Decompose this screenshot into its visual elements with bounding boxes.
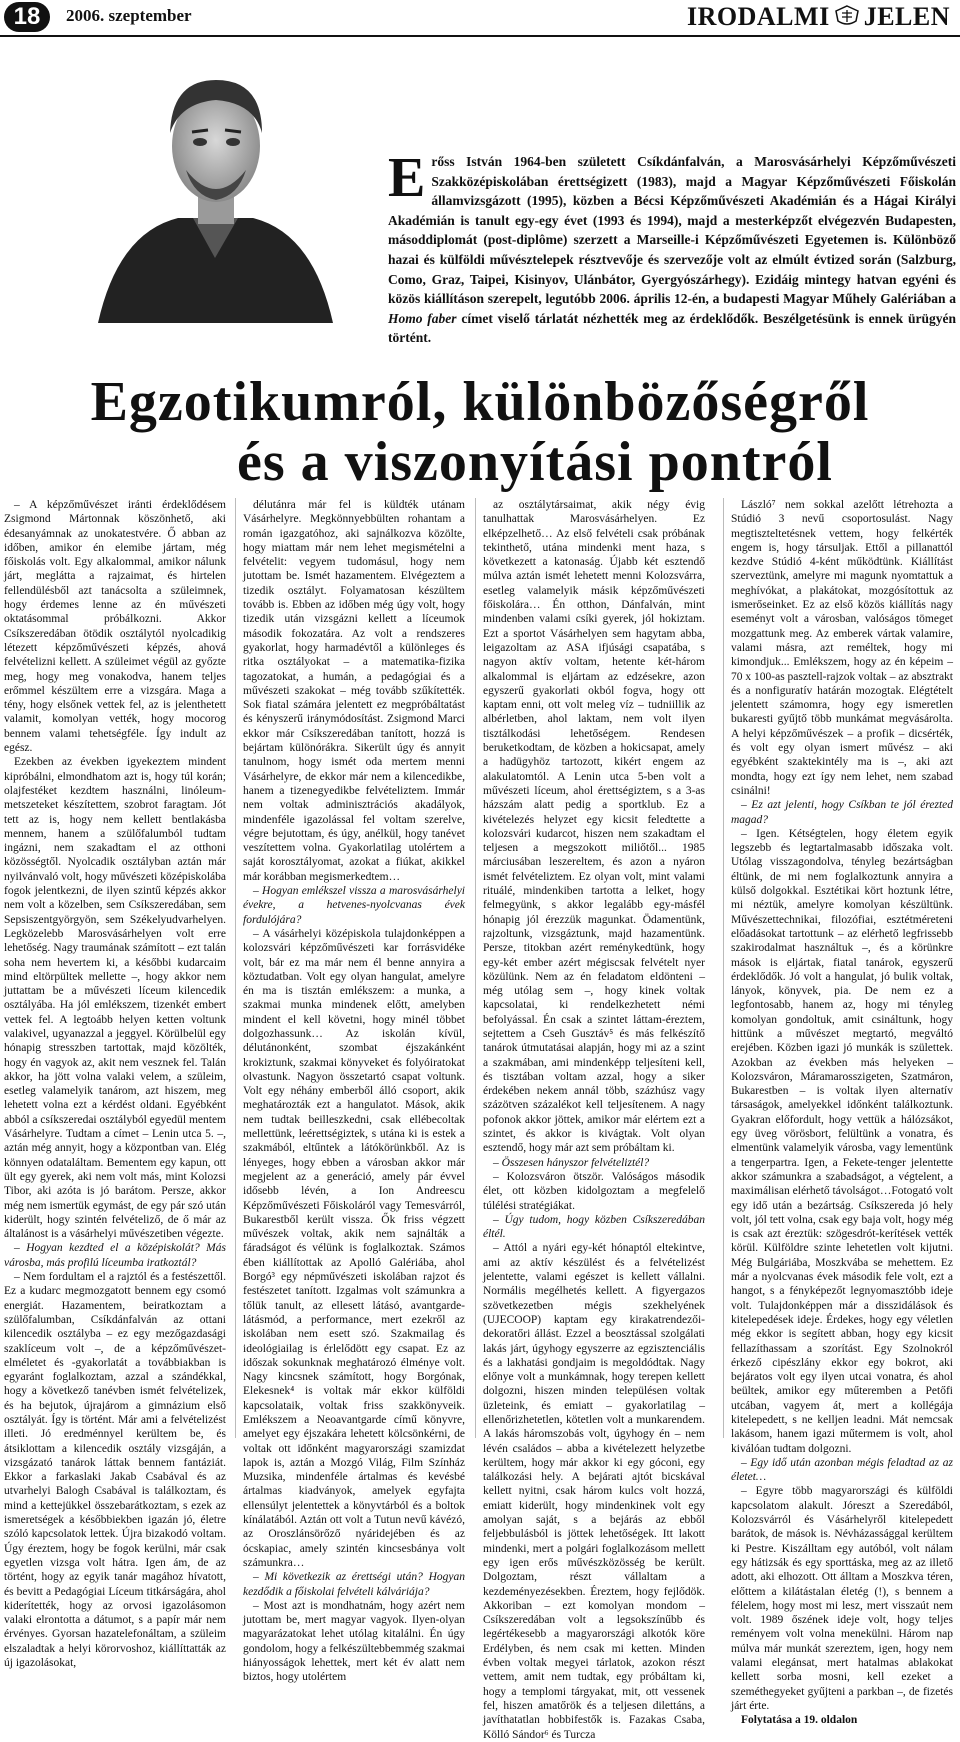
interview-question: – Hogyan kezdted el a középiskolát? Más városba, más profilú líceumba iratkoztál?	[4, 1242, 226, 1269]
intro-lead-paragraph	[388, 147, 957, 348]
paragraph: – Igen. Kétségtelen, hogy életem egyik legszebb és legtartalmasabb időszaka volt. Utólag visszagondolva, tényleg bezártságban éltünk, de mi nem foglalkoztunk annyira a külső dolgokkal. Esztétikai kört hoztunk létre, mi néztük, amelyre komolyan készültünk. Művészettechnikai, filozófiai, esztétméreteni előadásokat tartottunk – az elérhető legfrissebb szakirodalmat használtuk –, és a körünkre mások is eljártak, fiatal tanárok, egyszerű érdeklődők. Jó volt a hangulat, jó bulik voltak, lányok, könyvek, pia. De nem ez a legfontosabb, hanem az, hogy mi tényleg komolyan gondoltuk, amit csináltunk, hogy hittünk a művészet megtartó, megváltó erejében. Közben igazi jó munkák is születtek. Azokban az években más helyeken – Kolozsváron, Máramarosszigeten, Szatmáron, Bukarestben – is voltak ilyen alternatív társaságok, amelyekkel időnként találkoztunk. Gyakran előfordult, hogy vettük a hálózsákot, egy üveg vörösbort, felültünk a vonatra, és elmentünk valamelyik városba, vagy lementünk a tengerpartra. Igen, a Fekete-tenger jelentette akkor számunkra a szabadságot, a végtelent, a maximálisan elérhető távolságot…Fotogató volt egy idő után a bezártság. Csíkszereda jó hely volt, jól tett volna, csak egy baja volt, hogy még is csak azt éreztük: szögesdrót-kerítések vették körül. Külföldre szinte lehetetlen volt kijutni. Még Bulgáriába, Moszkvába se mehettem. Ez már a nyolcvanas évek második fele volt, ezt a hangot, s a fényképezőt legnyomasztóbb ideje volt. Tulajdonképpen már a disszidálások és kitelepedések ideje. Érdekes, hogy egy véletlen még ekkor is segített abban, hogy egy kicsit fellazíthassam a szorítást. Egy Szolnokról érkező cipészlány ekkor egy bokrot, aki bejáratos volt egy ilyen utcai vonatra, és ahol beültek, amikor egy műteremben a Petőfi utcában, vagyem át, mert a kollégája kitelepedett, s ne kelljen leadni. Mát nemcsak lakásom, hanem igazi műtermem is volt, ahol kiválóan tudtam dolgozni.	[731, 827, 953, 1455]
interview-question: – Hogyan emlékszel vissza a marosvásárhelyi évekre, a hetvenes-nyolcvanas évek fordulójára?	[243, 885, 465, 926]
interview-question: – Mi következik az érettségi után? Hogyan kezdődik a főiskolai felvételi kálváriája?	[243, 1571, 465, 1598]
text-column-2	[243, 498, 465, 1684]
crest-icon	[834, 5, 860, 27]
continuation-note: Folytatása a 19. oldalon	[741, 1714, 858, 1727]
text-column-3	[483, 498, 705, 1741]
paragraph: – Kolozsváron ötször. Valóságos második élet, ott közben kidolgoztam a megfelelő túlélési stratégiákat.	[483, 1170, 705, 1212]
paragraph: – Egyre több magyarországi és külföldi kapcsolatom alakult. Jóreszt a Szeredából, Kolozsvárról és Vásárhelyről kitelepedett barátok, de mások is. Névházassággal kerültem ki Pestre. Kiszálltam egy autóból, volt nálam egy hátizsák és egy sporttáska, meg az az illető adott, aki elhozott. Ott álltam a Moszkva téren, előttem a kilátástalan életég (!), s bennem a félelem, hogy most mi lesz, mert visszaút nem volt. 1989 őszének ideje volt, hogy teljes reményem volt volna menekülni. Három nap múlva már munkát szereztem, igen, hogy nem valami elegánsat, mert hatalmas ablakokat kellett sorba mosni, kell ezeket a szeméthegyeket gyűjteni a parkban –, de fizetés járt érte.	[731, 1485, 953, 1712]
intro-text-2: címet viselő tárlatát nézhették meg az érdeklődők. Beszélgetésünk is ennek ürügyén történt.	[388, 310, 957, 346]
page-header	[0, 0, 960, 36]
column-divider	[723, 498, 724, 1438]
column-divider	[475, 498, 476, 1438]
article-title	[0, 372, 960, 492]
masthead-logo	[687, 2, 950, 32]
paragraph: – Nem fordultam el a rajztól és a festészettől. Ez a kudarc megmozgatott bennem egy csomó energiát. Hazamentem, beiratkoztam a szülőfalumban, Csíkdánfalván az ottani kilencedik osztályba – ez egy mezőgazdasági szaklíceum volt –, de a képzőművészet-elméletet és -gyakorlatát a továbbiakban is egyaránt foglalkoztam, azzal a szándékkal, hogy a következő tanévben ismét felvételizek, és ha bejutok, újrajárom a gimnázium első osztályát. Így is történt. Már ami a felvételizést illeti. Jó eredménnyel kerültem be, és átsiklottam a kilencedik osztály vizsgáján, a vizsgázató tanárok láttak bennem fantáziát. Ekkor a farkaslaki Jakab Csabával és az utvarhelyi Balogh Csabával is találkoztam, és mind a kettejükkel összebarátkoztam, s ezek az ismeretségek a későbbiekben igazán jó, életre szóló kapcsolatok lettek. Újra bizakodó voltam. Úgy éreztem, hogy be fogok kerülni, már csak egyetlen vizsga volt hátra. Igen ám, de az történt, hogy az egyik tanár magához hívatott, és bevitt a Pedagógiai Líceum titkárságára, ahol kiderítették, hogy az orvosi igazolásomon valaki elrontotta a dátumot, s a papír már nem érvényes. Gyorsan hazatelefonáltam, a szüleim elszaladtak a helyi körorvoshoz, kiállíttatták az új igazolásokat,	[4, 1271, 226, 1670]
intro-exhibition-title: Homo faber	[388, 310, 457, 326]
paragraph: – A vásárhelyi középiskola tulajdonképpen a kolozsvári képzőművészeti kar forrásvidéke volt, bár ez ma már nem él benne annyira a köztudatban. Volt egy olyan hangulat, amelyre én ma is tisztán emlékszem: a munka, a szakmai munka mindenek előtt, amelyben mindent el kell követni, hogy minél többet dolgozhassunk… Az iskolán kívül, délutánonként, szombat éjszakánként krokiztunk, szakmai könyveket és folyóiratokat olvastunk. Nagyon összetartó csapat voltunk. Volt egy néhány emberből álló csoport, akik meghatározták ezt a hangulatot. Mások, akik nem tudtak beilleszkedni, csak ellébecoltak mellettünk, leérettségiztek, s utána ki is estek a szakmából, eltűntek a látókörünkből. Az is lényeges, hogy ebben a városban akkor már megjelent az a generáció, amely pár évvel idősebb lévén, a Ion Andreescu Képzőművészeti Főiskoláról vagy Temesvárról, Bukarestből került vissza. Ők friss végzett művészek voltak, akik nem sajnálták a fáradságot és vélünk is foglalkoztak. Számos ében kiállítottak az Apolló Galériába, ahol Borgó³ egy népművészeti iskolában rajzot és festészetet tanított. Izgalmas volt számunkra a tőlük tanult, az ellesett látásó, avantgarde-látásmód, a performance, mert ezekről az iskolában nem esett szó. Szakmailag és ideológiailag is érlelődött egy csapat. Ez az időszak sokunknak meghatározó élménye volt. Nagy kincsnek számított, hogy Borgónak, Elekesnek⁴ is voltak már ekkor külföldi kapcsolataik, voltak friss szakkönyveik. Emlékszem a Neoavantgarde című könyvre, amelyet egy éjszakára lehetett kölcsönkérni, de voltak ott időnként magyarországi szamizdat lapok is, aztán a Mozgó Világ, Film Színház Muzsika, mindenféle ártalmas és kevésbé ártalmas kiadványok, amelyek egyfajta ellensúlyt jelentettek a könyvtárból és a boltok kínálatából. Aztán ott volt a Tutun nevű kávézó, az Oroszlánsörőző nyáridejében és az ócskapiac, amely szintén kincsesbánya volt számunkra…	[243, 927, 465, 1569]
interview-question: – Úgy tudom, hogy közben Csíkszeredában éltél.	[483, 1213, 705, 1241]
page-number: 18	[13, 3, 41, 30]
paragraph: – A képzőművészet iránti érdeklődésem Zsigmond Mártonnak köszönhető, aki édesanyámnak az unokatestvére. Ő abban az időben, amikor én elemibe jártam, még főiskolás volt. Egy alkalommal, amikor nálunk járt, meglátta a rajzaimat, és hirtelen fellendülésből azt tanácsolta a szüleimnek, hogy érdemes lenne az én művészeti oktatásommal próbálkozni. Akkor Csíkszeredában ötödik osztálytól nyolcadikig létezett képzőművészeti képzés, ahová felvételizni kellett. A szüleimet végül az győzte meg, hogy meg vonakodva, hanem teljes erőmmel készültem erre a vizsgára. Maga a tény, hogy elsőnek vettek fel, az is jelenthetett valamit, komolyan vették, hogy mocorog bennem valami tehetségféle. Így indult az egész.	[4, 499, 226, 755]
text-column-1	[4, 498, 226, 1670]
paragraph: Ezekben az években igyekeztem mindent kipróbálni, elmondhatom azt is, hogy túl korán; olajfestéket kezdtem használni, linóleum-metszeteket készítettem, szobrot faragtam. Jót tett az is, hogy nem kellett bentlakásba mennem, hanem a szülőfalumból tudtam ingázni, nem szakadtam el az otthoni közösségtől. Nyolcadik osztályban aztán már nyilvánvaló volt, hogy művészeti középiskolába fogok jelentkezni, de ilyen szintű képzés akkor nem volt a közelben, sem Csíkszeredában, sem Sepsiszentgyörgyön, sem Székelyudvarhelyen. Legközelebb Marosvásárhelyen volt erre lehetőség. Nagy traumának számított – ezt talán soha nem hevertem ki, a későbbi kudarcaim mind eltörpültek mellette –, hogy akkor nem juttattam be a művészeti líceum kilencedik osztályába. Ha jól emlékszem, tizenkét embert vettek fel. A legtoább helyen ketten voltunk valakivel, ugyanazzal a jeggyel. Körülbelül egy hónapig stresszben tartottak, majd közölték, hogy én vagyok az, akit nem vesznek fel. Talán akkor, ha jött volna valaki velem, a szüleim, esetleg valamelyik tanárom, azt hiszem, meg lehetett volna ezt a kérdést oldani. Egyébként abból a csíkszeredai osztályból egyedül mentem Vásárhelyre. Tudtam a címet – Lenin utca 5. –, aztán még annyit, hogy a központban van. Elég könnyen odataláltam. Bementem egy kapun, ott ült egy gyerek, aki nem volt más, mint Kolozsi Tibor, aki azóta is jó barátom. Persze, akkor még nem ismertük egymást, de egy pár szó után kiderült, hogy szintén felvételiző, de ő már az általánost is a vásárhelyi művészetiben végezte.	[4, 756, 226, 1241]
masthead-left: IRODALMI	[687, 2, 830, 31]
paragraph: délutánra már fel is küldték utánam Vásárhelyre. Megkönnyebbülten rohantam a román igazgatóhoz, aki sajnálkozva közölte, hogy miattam már nem lehet megismételni a felvételit: vegyem tudomásul, hogy nem jutottam be. Ismét hazamentem. Elvégeztem a tizedik osztályt. Folyamatosan készültem tovább is. Ebben az időben még úgy volt, hogy tizedik után vizsgázni kellett a líceumok második fokozatára. Az volt a rendszeres gyakorlat, hogy harmadévtől a különleges és ritka osztályokat – a matematika-fizika tagozatokat, a humán, a pedagógiai és a művészeti szakokat – még tovább szűkítették. Sok fiatal számára jelentett ez megpróbáltatást és kényszerű iránymódosítást. Zsigmond Marci ekkor már Csíkszeredában tanított, hozzá is bejártam különórákra. Sikerült úgy és annyit tanulnom, hogy ismét oda mertem menni Vásárhelyre, de ekkor már nem a kilencedikbe, hanem a tizenegyedikbe felvételiztem. Immár nem voltak adminisztrációs akadályok, mindenféle igazolással fel voltam szerelve, végre bejutottam, és úgy, anélkül, hogy tanévet veszítettem volna. Gyakorlatilag utolértem a saját korosztályomat, azokat a fiúkat, akikkel már korábban megismerkedtem…	[243, 499, 465, 883]
title-line-1: Egzotikumról, különbözőségről	[90, 371, 870, 433]
title-line-2: és a viszonyítási pontról	[237, 431, 833, 493]
paragraph: – Attól a nyári egy-két hónaptól eltekintve, ami az aktív készülést és a felvételizést jelentette, valami egészet is kellett vállalni. Normális megélhetés kellett. A figyergazos szövetkezetben mégis szekhelyének (UJECOOP) kaptam egy kirakatrendezői-dekoratőri állást. Ezzel a beosztással szolgálati lakás járt, úgyhogy egyszerre az egzisztenciális és a lakhatási gondjaim is megoldódtak. Nagy előnye volt a munkámnak, hogy terepen kellett dolgozni, hiszen minden településen voltak üzleteink, és emiatt – gyakorlatilag – ellenőrizhetetlen, kötetlen volt a munkarendem. A lakás háromszobás volt, úgyhogy én – nem lévén családos – abba a kivételezett helyzetbe kerültem, hogy már akkor ki egy góconi, egy találkozási hely. A bejárati ajtót bicskával kellett nyitni, csak három kulcs volt hozzá, emiatt kiderült, hogy mindenkinek volt egy amolyan saját, s a bejárás az ebből feljebbulásból is jöttek lehetőségek. Itt lakott mindenki, mert a polgári foglalkozásom mellett egy igen erős művészközösség be került. Dolgoztam, részt vállaltam a kezdeményezésekben. Éreztem, hogy fejlődök. Akkoriban – ezt komolyan mondom – Csíkszeredában volt a legsokszínűbb és legértékesebb a magyarországi alkotók köre Erdélyben, és nem csak mi ketten. Minden évben voltak megyei tárlatok, azokon részt vettem, amit nem tudtak, egy próbáltam ki, hogy a templomi tárgyakat, mit, ott vessenek fel, hiszen amatőrök és a teljesen dilettáns, a javíthatatlan hobbifestők is. Fazakas Csaba, Kölló Sándor⁶ és Turcza	[483, 1242, 705, 1741]
text-column-4	[731, 498, 953, 1727]
header-rule	[0, 35, 960, 37]
page-number-badge	[4, 2, 50, 32]
paragraph: László⁷ nem sokkal azelőtt létrehozta a Stúdió 3 nevű csoportosulást. Nagy megtiszteltetésnek vettem, hogy felkérték engem is, hogy társuljak. Ettől a pillanattól kezdve Stúdió 4-ként működtünk. Kiállítást szerveztünk, amelyre mi magunk nyomtattuk a meghívókat, a plakátokat, mozgósítottuk az ismerőseinket. Ez az első közös kiállítás nagy eseményt volt a városban, valóságos tömeget mozgattunk meg. Az emberek vártak valamire, valami másra, azt reméltek, hogy mi kimondjuk... Emlékszem, hogy az én képeim – 70 x 100-as pasztell-rajzok voltak – az absztrakt és a nonfiguratív határán mozogtak. Elégtételt jelentett számomra, hogy egy ismeretlen bukaresti gyűjtő több munkámat megvásárolta. A helyi képzőművészek – a profik – dicsérték, és volt egy olyan ismert művész – aki egyébként szaktekintély ma is –, aki azt mondta, hogy ezt így nem lehet, nem szabad csinálni!	[731, 499, 953, 797]
portrait-photo	[88, 58, 343, 323]
interview-question: – Ez azt jelenti, hogy Csíkban te jól érezted magad?	[731, 799, 953, 826]
interview-question: – Egy idő után azonban mégis feladtad az az életet…	[731, 1456, 953, 1484]
paragraph: az osztálytársaimat, akik négy évig tanulhattak Marosvásárhelyen. Ez elképzelhető… Az első felvételi csak próbának tekinthető, utána mindenki ment haza, s következett a katonaság. Újabb két esztendő múlva aztán ismét lehetett menni Kolozsvárra, esetleg valamelyik másik képzőművészeti főiskolára… Én otthon, Dánfalván, mint mindenben valami csíki gyerek, jól hokiztam. Ezt a sportot Vásárhelyen sem hagytam abba, leigazoltam az ASA ifjúsági csapatába, s nagyon aktív voltam, hetente két-három alkalommal is eljártam az edzésekre, azon egyszerű gyakorlati okból fogva, hogy ott kaptam enni, ott volt meleg víz – tudniillik az albérletben, ahol laktam, nem volt ilyen tisztálkodási lehetőségem. Rendesen beruketkodtam, de közben a hokicsapat, amely a hadügyhöz tartozott, kikért engem az alakulatomtól. A Lenin utca 5-ben volt a művészeti líceum, ahol érettségiztem, s a 3-as házszám alatt pedig a sportklub. Ez a kivételezés helyzet egy kicsit feledtette a kolozsvári kudarcot, hiszen nem szakadtam el teljesen a megszokott miliőtől... 1985 márciusában leszereltem, és azon a nyáron ismét felvételiztem. Ez olyan volt, mint valami rituálé, mindenkiben tartotta a lelket, hogy felmegyünk, s akkor legalább egy-másfél hónapig jól érezzük magunkat. Ödamentünk, rajzoltunk, vizsgáztunk, majd hazamentünk. Persze, titokban azért reménykedtünk, hogy egy-két ember azért mégiscsak felvételt nyer közülünk. Nem az én feladatom eldönteni – még utólag sem –, hogy kinek voltak kapcsolatai, ki rendelkezhetett némi befolyással. Én csak a szintet láttam-éreztem, sejtettem a Cseh Gusztáv⁵ és más felkészítő tanárok útmutatásai alapján, hogy mi az a szint a szakmában, ami mindenképp teljesíteni kell, és tisztában voltam azzal, hogy a siker érdekében nekem annál több, százhúsz vagy százötven százalékot kell teljesítenem. A nagy pofonok akkor jöttek, amikor már elértem ezt a szintet, és akkor is kivágtak. Volt olyan esztendő, hogy már azt sem próbáltam ki.	[483, 499, 705, 1155]
masthead-right: JELEN	[863, 2, 950, 31]
column-divider	[235, 498, 236, 1438]
paragraph: – Most azt is mondhatnám, hogy azért nem jutottam be, mert magyar vagyok. Ilyen-olyan magyarázatokat lehet utólag kitalálni. Én úgy gondolom, hogy a felkészültebbemmég szakmai hiányosságok lehettek, mert két év alatt nem biztos, hogy utolértem	[243, 1599, 465, 1684]
drop-cap: E	[388, 147, 426, 209]
interview-question: – Összesen hányszor felvételiztél?	[493, 1156, 650, 1169]
issue-date: 2006. szeptember	[66, 6, 192, 25]
intro-text-1: rőss István 1964-ben született Csíkdánfalván, a Marosvásárhelyi Képzőművészeti Szakközépiskolában érettségizett (1983), majd a Magyar Képzőművészeti Főiskolán államvizsgázott (1995), közben a Bécsi Képzőművészeti Akadémián és a Hágai Királyi Akadémián is tanult egy-egy évet (1993 és 1994), majd a mesterképzőt elvégezvén Budapesten, másoddiplomát (post-diplôme) szerzett a Marseille-i Képzőművészeti Egyetemen is. Különböző hazai és külföldi művésztelepek résztvevője és szervezője volt az elmúlt évtized során (Salzburg, Como, Graz, Taipei, Kisinyov, Ulánbátor, Gyergyószárhegy). Ezidáig mintegy hatvan egyéni és közös kiállításon szerepelt, legutóbb 2006. április 12-én, a budapesti Magyar Műhely Galériában a	[388, 154, 956, 307]
